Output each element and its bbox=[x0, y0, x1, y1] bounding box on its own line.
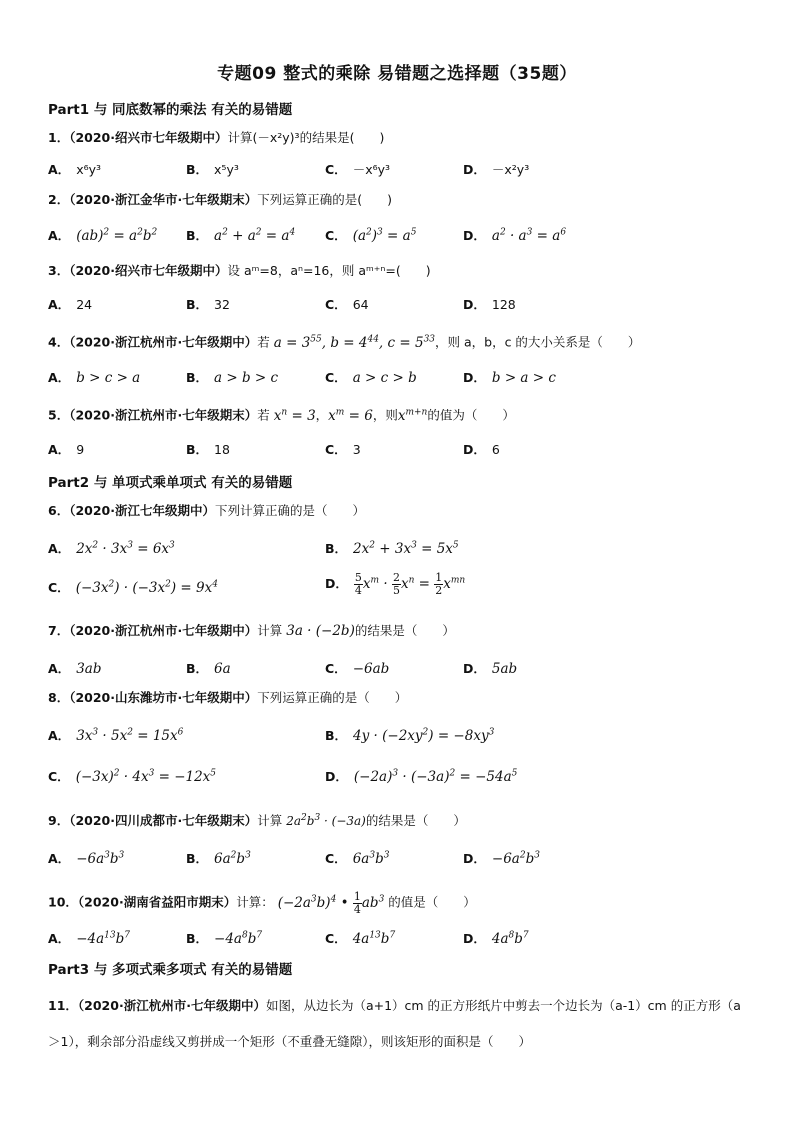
question-10: 10．（2020·湖南省益阳市期末）计算： $(-2a^3b)^4$ • $\frac{1}{4}$ $ab^3$ 的值是（ ） bbox=[48, 889, 476, 916]
option-c: C． −6ab bbox=[325, 661, 390, 677]
question-4-options bbox=[48, 368, 748, 390]
option-c: C． $4a^{13}b^7$ bbox=[325, 930, 396, 947]
option-b: B． $4y \cdot (-2xy^2) = -8xy^3$ bbox=[325, 727, 495, 744]
question-2-options bbox=[48, 226, 748, 248]
option-b: B． x⁵y³ bbox=[186, 162, 239, 177]
option-a: A． 9 bbox=[48, 442, 85, 457]
option-b: B． $2x^2 + 3x^3 = 5x^5$ bbox=[325, 540, 459, 557]
question-8-options-cd bbox=[48, 767, 748, 789]
question-10-options bbox=[48, 929, 748, 951]
part-heading-1: Part1 与 同底数幂的乘法 有关的易错题 bbox=[48, 102, 293, 118]
option-a: A． $3x^3 \cdot 5x^2 = 15x^6$ bbox=[48, 727, 184, 744]
question-7-options bbox=[48, 659, 748, 681]
question-7: 7．（2020·浙江杭州市·七年级期中）计算 3a · (−2b)的结果是（ ） bbox=[48, 623, 455, 639]
question-8: 8．（2020·山东潍坊市·七年级期中）下列运算正确的是（ ） bbox=[48, 690, 408, 705]
question-8-options-ab bbox=[48, 726, 748, 748]
option-c: C． $(-3x)^2 \cdot 4x^3 = -12x^5$ bbox=[48, 768, 217, 785]
question-1: 1．（2020·绍兴市七年级期中）计算(－x²y)³的结果是( ) bbox=[48, 130, 385, 145]
question-5: 5．（2020·浙江杭州市·七年级期末）若 $x^n = 3$，$x^m = 6$，则$x^{m+n}$的值为（ ） bbox=[48, 407, 515, 424]
option-b: B． $a^2 + a^2 = a^4$ bbox=[186, 227, 296, 244]
question-11: 11．（2020·浙江杭州市·七年级期中）如图，从边长为（a+1）cm 的正方形纸片中剪去一个边长为（a-1）cm 的正方形（a＞1），剩余部分沿虚线又剪拼成一个矩形（不重叠无缝隙），则该矩形的面积是（ ） bbox=[48, 998, 741, 1049]
option-b: B． $-4a^8b^7$ bbox=[186, 930, 263, 947]
part-heading-3: Part3 与 多项式乘多项式 有关的易错题 bbox=[48, 962, 293, 978]
question-6-options-ab bbox=[48, 539, 748, 561]
option-d: D． $(-2a)^3 \cdot (-3a)^2 = -54a^5$ bbox=[325, 768, 518, 785]
option-d: D． b > a > c bbox=[463, 370, 556, 386]
option-a: A． 3ab bbox=[48, 661, 102, 677]
option-d: D． －x²y³ bbox=[463, 162, 530, 177]
option-d: D． 6 bbox=[463, 442, 500, 457]
option-a: A． $-6a^3b^3$ bbox=[48, 850, 125, 867]
option-a: A． $-4a^{13}b^7$ bbox=[48, 930, 130, 947]
option-d: D． $a^2 \cdot a^3 = a^6$ bbox=[463, 227, 567, 244]
option-b: B． 6a bbox=[186, 661, 231, 677]
option-c: C． a > c > b bbox=[325, 370, 417, 386]
question-3: 3．（2020·绍兴市七年级期中）设 aᵐ=8，aⁿ=16，则 aᵐ⁺ⁿ=( ) bbox=[48, 263, 431, 278]
question-3-options bbox=[48, 295, 748, 317]
option-c: C． $(a^2)^3 = a^5$ bbox=[325, 227, 417, 244]
question-2: 2．（2020·浙江金华市·七年级期末）下列运算正确的是( ) bbox=[48, 192, 393, 207]
option-a: A． b > c > a bbox=[48, 370, 141, 386]
option-a: A． 24 bbox=[48, 297, 93, 312]
option-c: C． 3 bbox=[325, 442, 361, 457]
option-a: A． x⁶y³ bbox=[48, 162, 102, 177]
option-a: A． $2x^2 \cdot 3x^3 = 6x^3$ bbox=[48, 540, 175, 557]
option-a: A． $(ab)^2 = a^2b^2$ bbox=[48, 227, 158, 244]
question-9-options bbox=[48, 849, 748, 871]
option-c: C． $6a^3b^3$ bbox=[325, 850, 390, 867]
part-heading-2: Part2 与 单项式乘单项式 有关的易错题 bbox=[48, 475, 293, 491]
option-c: C． $(-3x^2) \cdot (-3x^2) = 9x^4$ bbox=[48, 579, 218, 596]
option-b: B． a > b > c bbox=[186, 370, 279, 386]
option-b: B． $6a^2b^3$ bbox=[186, 850, 251, 867]
question-9: 9．（2020·四川成都市·七年级期末）计算 $2a^2b^3 \cdot (-3a)$的结果是（ ） bbox=[48, 813, 466, 828]
question-6-options-cd bbox=[48, 571, 748, 602]
option-b: B． 32 bbox=[186, 297, 230, 312]
option-c: C． －x⁶y³ bbox=[325, 162, 391, 177]
question-4: 4．（2020·浙江杭州市·七年级期中）若 $a = 3^{55}$, $b = 4^{44}$, $c = 5^{33}$，则 a，b，c 的大小关系是（ ） bbox=[48, 334, 641, 351]
option-b: B． 18 bbox=[186, 442, 230, 457]
option-d: D． $-6a^2b^3$ bbox=[463, 850, 540, 867]
question-1-options bbox=[48, 160, 748, 182]
question-6: 6．（2020·浙江七年级期中）下列计算正确的是（ ） bbox=[48, 503, 366, 518]
option-d: D． 128 bbox=[463, 297, 516, 312]
question-5-options bbox=[48, 440, 748, 462]
page-title: 专题09 整式的乘除 易错题之选择题（35题） bbox=[217, 64, 577, 84]
option-d: D． $\frac{5}{4}$ $x^m$ · $\frac{2}{5}$ $x^n$ = $\frac{1}{2}$ $x^{mn}$ bbox=[325, 571, 466, 597]
option-d: D． 5ab bbox=[463, 661, 518, 677]
option-d: D． $4a^8b^7$ bbox=[463, 930, 529, 947]
option-c: C． 64 bbox=[325, 297, 369, 312]
